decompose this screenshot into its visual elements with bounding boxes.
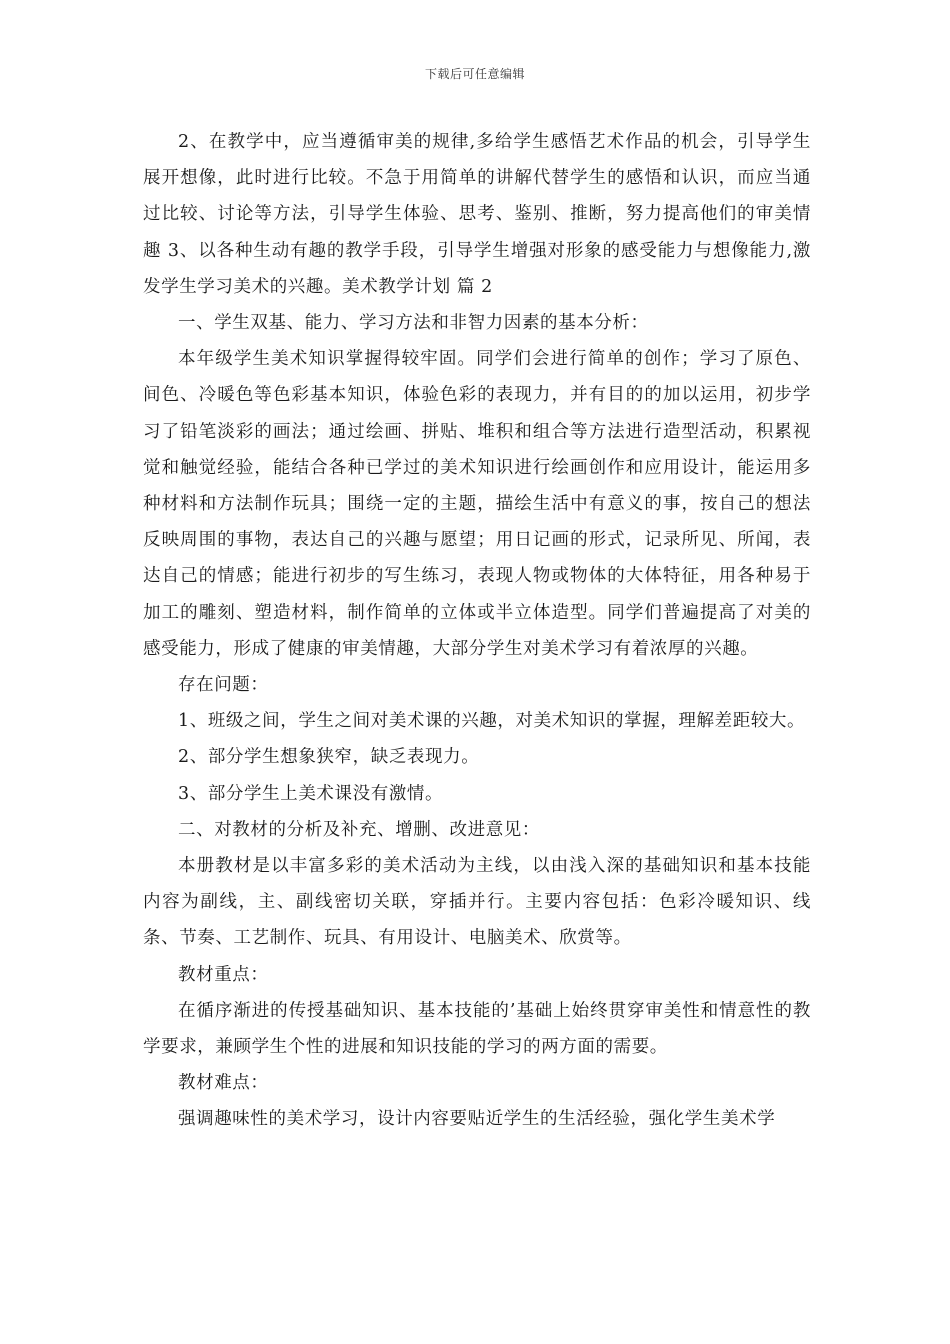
paragraph-textbook-content: 本册教材是以丰富多彩的美术活动为主线，以由浅入深的基础知识和基本技能内容为副线，主、副线密切关联，穿插并行。主要内容包括：色彩冷暖知识、线条、节奏、工艺制作、玩具、有用设计、电脑美术、欣赏等。 (143, 856, 811, 949)
paragraph-key-points: 在循序渐进的传授基础知识、基本技能的’基础上始终贯穿审美性和情意性的教学要求，兼顾学生个性的进展和知识技能的学习的两方面的需要。 (143, 1000, 811, 1058)
paragraph-teaching-principle: 2、在教学中，应当遵循审美的规律,多给学生感悟艺术作品的机会，引导学生展开想像，此时进行比较。不急于用简单的讲解代替学生的感悟和认识，而应当通过比较、讨论等方法，引导学生体验、思考、鉴别、推断，努力提高他们的审美情趣 3、以各种生动有趣的教学手段，引导学生增强对形象的感受能力与想像能力,激发学生学习美术的兴趣。美术教学计划 篇 2 (143, 132, 811, 297)
document-body (143, 124, 811, 1138)
heading-textbook-difficulties: 教材难点： (178, 1073, 269, 1094)
paragraph-student-knowledge: 本年级学生美术知识掌握得较牢固。同学们会进行简单的创作；学习了原色、间色、冷暖色等色彩基本知识，体验色彩的表现力，并有目的的加以运用，初步学习了铅笔淡彩的画法；通过绘画、拼贴、堆积和组合等方法进行造型活动，积累视觉和触觉经验，能结合各种已学过的美术知识进行绘画创作和应用设计，能运用多种材料和方法制作玩具；围绕一定的主题，描绘生活中有意义的事，按自己的想法反映周围的事物，表达自己的兴趣与愿望；用日记画的形式，记录所见、所闻，表达自己的情感；能进行初步的写生练习，表现人物或物体的大体特征，用各种易于加工的雕刻、塑造材料，制作简单的立体或半立体造型。同学们普遍提高了对美的感受能力，形成了健康的审美情趣，大部分学生对美术学习有着浓厚的兴趣。 (143, 349, 811, 659)
problem-item-2: 2、部分学生想象狭窄，缺乏表现力。 (178, 747, 480, 768)
problem-item-1: 1、班级之间，学生之间对美术课的兴趣，对美术知识的掌握，理解差距较大。 (178, 711, 806, 732)
heading-textbook-analysis: 二、对教材的分析及补充、增删、改进意见： (178, 819, 540, 840)
heading-student-analysis: 一、学生双基、能力、学习方法和非智力因素的基本分析： (178, 313, 649, 334)
problem-item-3: 3、部分学生上美术课没有激情。 (178, 783, 444, 804)
heading-existing-problems: 存在问题： (178, 675, 269, 696)
page-header-note: 下载后可任意编辑 (424, 67, 525, 81)
paragraph-difficulties: 强调趣味性的美术学习，设计内容要贴近学生的生活经验，强化学生美术学 (178, 1109, 776, 1130)
heading-textbook-key-points: 教材重点： (178, 964, 269, 985)
